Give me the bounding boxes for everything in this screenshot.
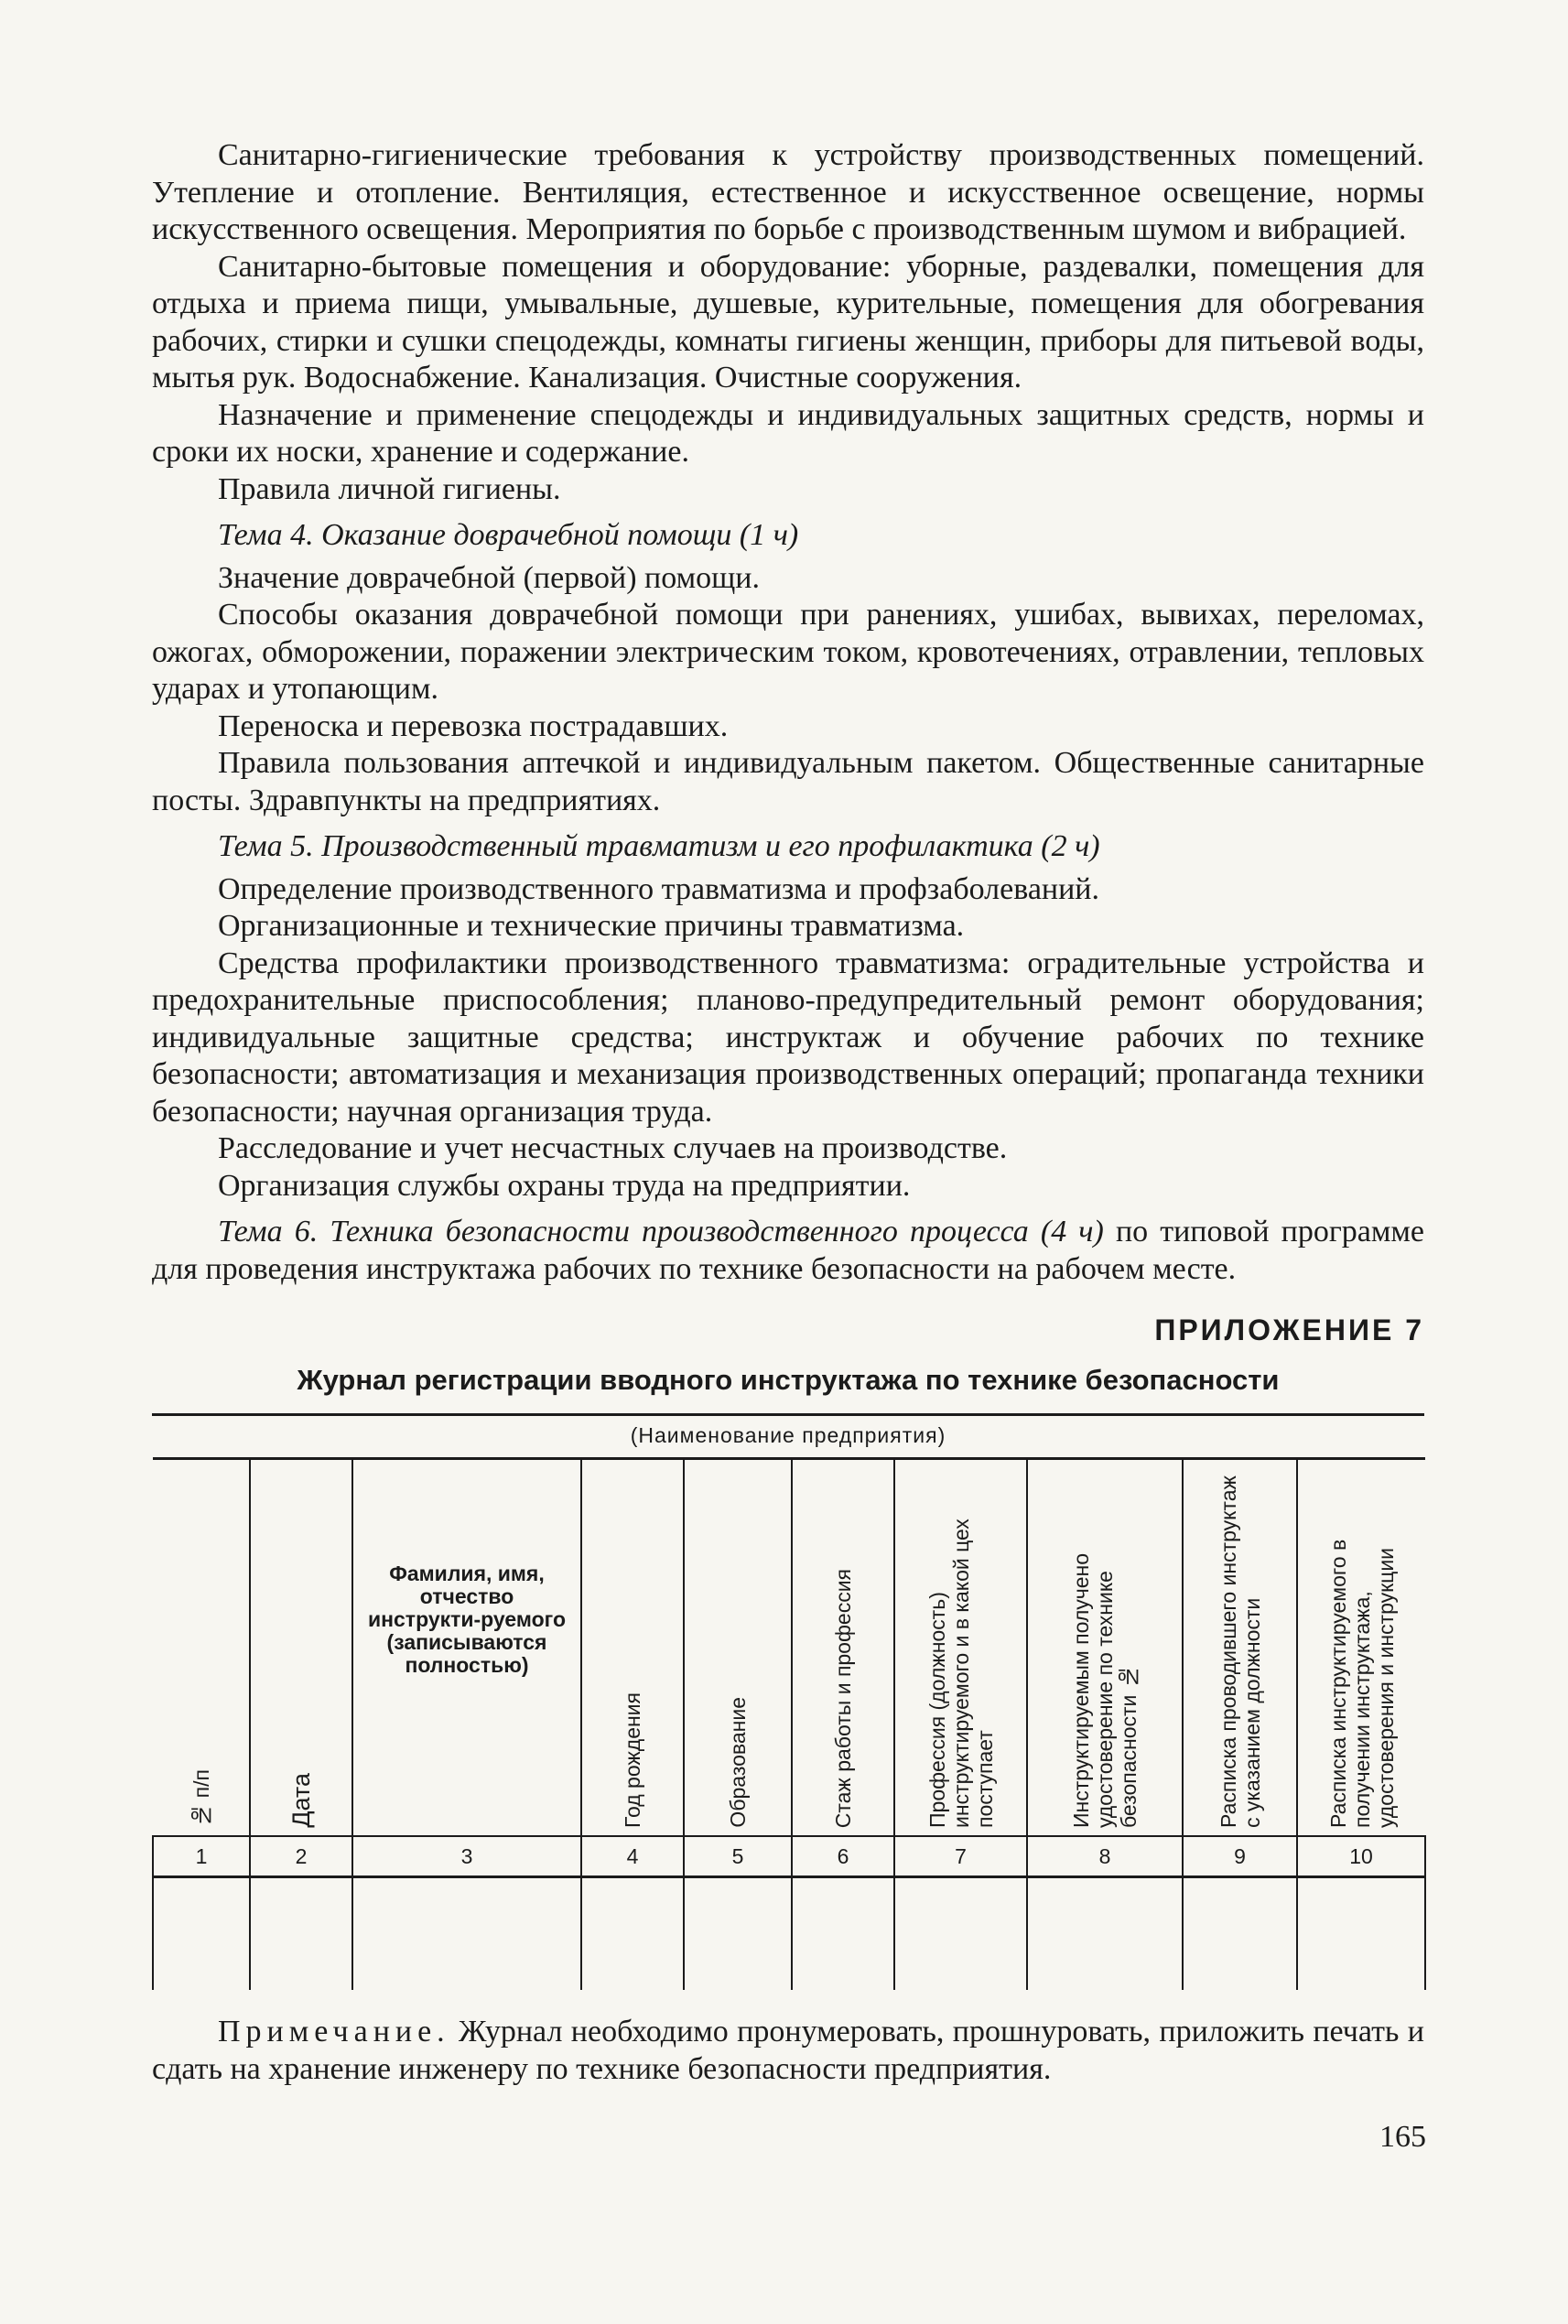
blank-cell	[1183, 1877, 1297, 1991]
column-number: 6	[792, 1836, 894, 1877]
paragraph: Расследование и учет несчастных случаев на производстве.	[218, 1131, 1008, 1165]
column-header-text: № п/п	[189, 1769, 213, 1828]
note-paragraph	[152, 2014, 1424, 2088]
note-text: Журнал необходимо пронумеровать, прошнуровать, приложить печать и сдать на хранение инженеру по технике безопасности предприятия.	[152, 2015, 1424, 2086]
blank-cell	[581, 1877, 684, 1991]
journal-table	[152, 1457, 1426, 1990]
column-header-text: Профессия (должность) инструктируемого и в какой цех поступает	[925, 1519, 997, 1828]
column-header-text: Расписка проводившего инструктаж с указанием должности	[1216, 1475, 1264, 1828]
blank-cell	[1027, 1877, 1183, 1991]
paragraph: Средства профилактики производственного травматизма: оградительные устройства и предохранительные приспособления; планово-предупредительный ремонт оборудования; индивидуальные защитные средства; инструктаж и обучение рабочих по технике безопасности; автоматизация и механизация производственных операций; пропаганда техники безопасности; научная организация труда.	[152, 946, 1424, 1129]
column-number: 2	[250, 1836, 352, 1877]
column-header	[894, 1459, 1027, 1837]
blank-cell	[153, 1877, 250, 1991]
blank-entry-row	[153, 1877, 1425, 1991]
appendix-label: ПРИЛОЖЕНИЕ 7	[1154, 1313, 1424, 1346]
column-number: 1	[153, 1836, 250, 1877]
column-number: 7	[894, 1836, 1027, 1877]
column-header	[684, 1459, 792, 1837]
column-number: 9	[1183, 1836, 1297, 1877]
column-number: 3	[352, 1836, 581, 1877]
paragraph: Способы оказания доврачебной помощи при ранениях, ушибах, вывихах, переломах, ожогах, обморожении, поражении электрическим током, кровотечениях, отравлении, тепловых ударах и утопающим.	[152, 598, 1424, 706]
journal-table-wrap	[152, 1413, 1424, 1990]
column-header-text: Фамилия, имя, отчество инструкти-руемого (записываются полностью)	[367, 1562, 566, 1677]
topic-4-title: Тема 4. Оказание доврачебной помощи (1 ч)	[218, 518, 799, 552]
page-content	[152, 137, 1424, 2088]
blank-cell	[894, 1877, 1027, 1991]
blank-cell	[250, 1877, 352, 1991]
column-header-text: Дата	[287, 1773, 315, 1828]
column-header	[792, 1459, 894, 1837]
column-header	[352, 1459, 581, 1837]
topic-6-text: по типовой программе для проведения инструктажа рабочих по технике безопасности на рабочем месте.	[152, 1215, 1424, 1286]
page-number: 165	[1379, 2120, 1426, 2154]
column-header-text: Инструктируемым получено удостоверение по технике безопасности №	[1069, 1552, 1141, 1828]
paragraph: Определение производственного травматизма и профзаболеваний.	[218, 871, 1100, 906]
column-number-row	[153, 1836, 1425, 1877]
blank-cell	[1297, 1877, 1425, 1991]
blank-cell	[792, 1877, 894, 1991]
topic-6-title: Тема 6. Техника безопасности производственного процесса (4 ч)	[218, 1215, 1104, 1248]
column-header	[1027, 1459, 1183, 1837]
column-header	[581, 1459, 684, 1837]
column-header-text: Год рождения	[621, 1692, 644, 1828]
journal-title: Журнал регистрации вводного инструктажа по технике безопасности	[297, 1364, 1280, 1396]
column-number: 10	[1297, 1836, 1425, 1877]
column-number: 4	[581, 1836, 684, 1877]
paragraph: Санитарно-гигиенические требования к устройству производственных помещений. Утепление и отопление. Вентиляция, естественное и искусственное освещение, нормы искусственного освещения. Мероприятия по борьбе с производственным шумом и вибрацией.	[152, 138, 1424, 246]
column-number: 8	[1027, 1836, 1183, 1877]
note-label: Примечание.	[218, 2015, 450, 2048]
enterprise-label: (Наименование предприятия)	[630, 1423, 946, 1447]
paragraph: Назначение и применение спецодежды и индивидуальных защитных средств, нормы и сроки их носки, хранение и содержание.	[152, 397, 1424, 469]
column-header-text: Образование	[726, 1697, 750, 1828]
column-header-text: Стаж работы и профессия	[831, 1568, 855, 1828]
column-header	[250, 1459, 352, 1837]
topic-6-paragraph	[152, 1214, 1424, 1288]
blank-cell	[352, 1877, 581, 1991]
blank-cell	[684, 1877, 792, 1991]
column-header	[153, 1459, 250, 1837]
paragraph: Организационные и технические причины травматизма.	[218, 909, 965, 943]
column-number: 5	[684, 1836, 792, 1877]
topic-5-title: Тема 5. Производственный травматизм и его профилактика (2 ч)	[218, 829, 1100, 863]
column-header	[1297, 1459, 1425, 1837]
paragraph: Значение доврачебной (первой) помощи.	[218, 560, 760, 595]
paragraph: Организация службы охраны труда на предприятии.	[218, 1168, 911, 1203]
column-header	[1183, 1459, 1297, 1837]
paragraph: Санитарно-бытовые помещения и оборудование: уборные, раздевалки, помещения для отдыха и приема пищи, умывальные, душевые, курительные, помещения для обогревания рабочих, стирки и сушки спецодежды, комнаты гигиены женщин, приборы для питьевой воды, мытья рук. Водоснабжение. Канализация. Очистные сооружения.	[152, 249, 1424, 395]
column-header-text: Расписка инструктируемого в получении инструктажа, удостоверения и инструкции	[1325, 1539, 1398, 1828]
table-header-row	[153, 1459, 1425, 1837]
paragraph: Переноска и перевозка пострадавших.	[218, 708, 729, 743]
paragraph: Правила пользования аптечкой и индивидуальным пакетом. Общественные санитарные посты. Здравпункты на предприятиях.	[152, 746, 1424, 817]
paragraph: Правила личной гигиены.	[218, 471, 561, 506]
